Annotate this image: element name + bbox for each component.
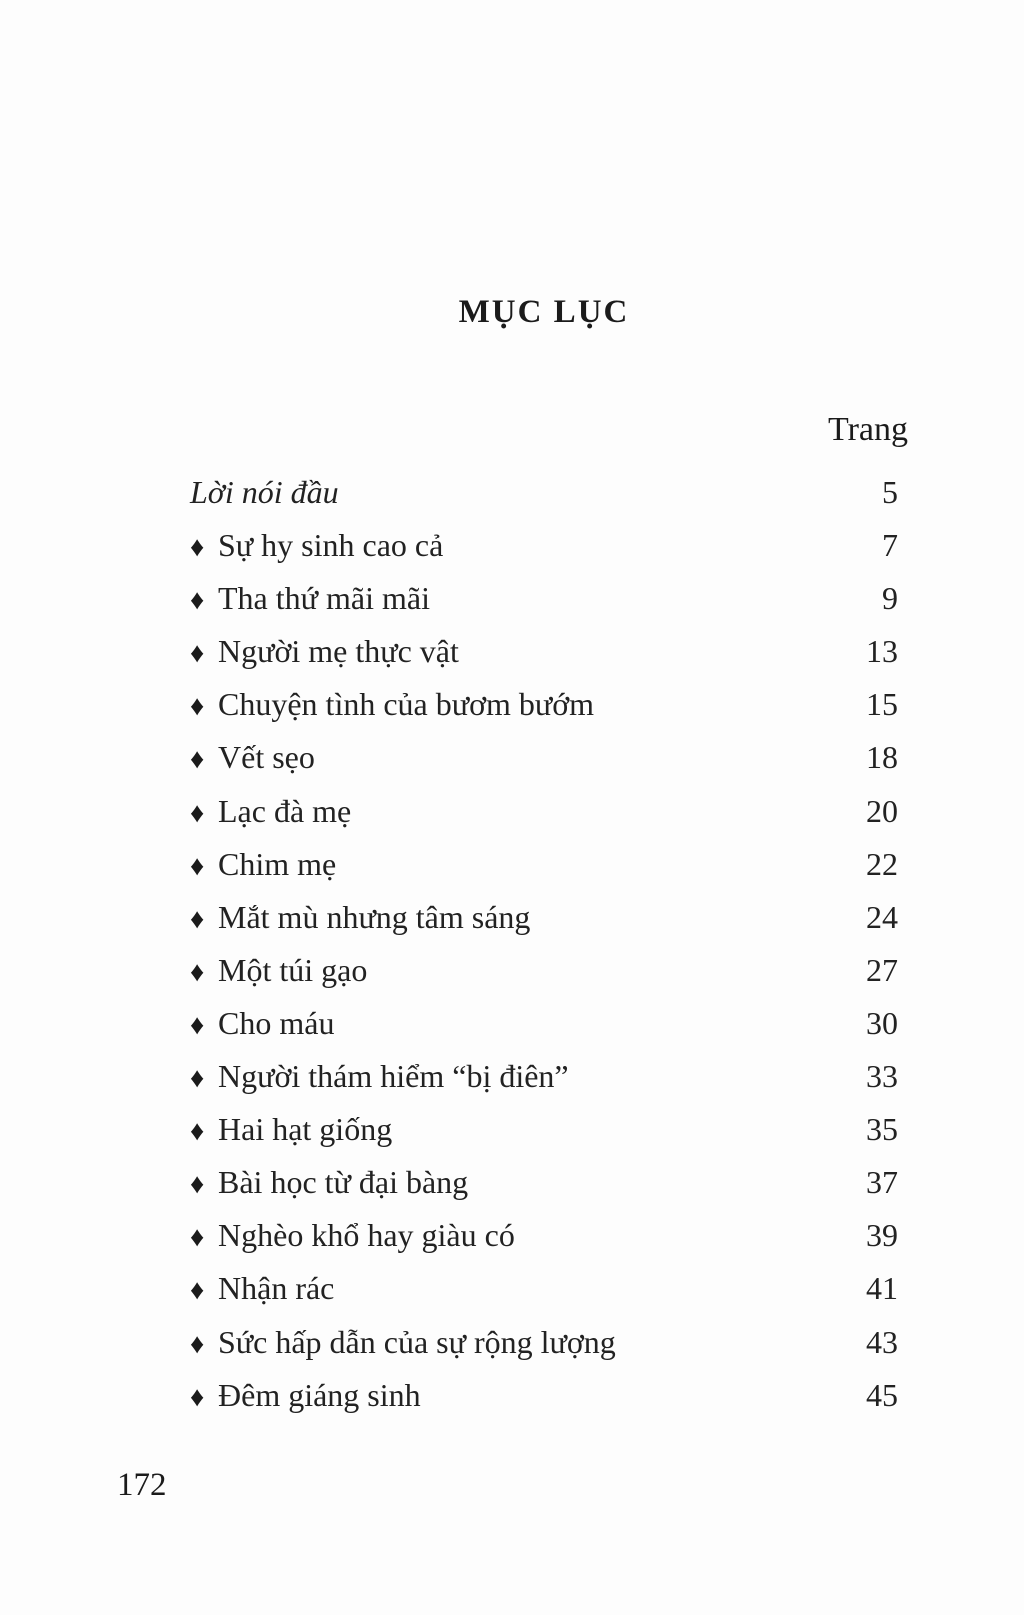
- diamond-bullet-icon: ♦: [190, 956, 205, 988]
- diamond-bullet-icon: ♦: [190, 1116, 205, 1148]
- toc-list: [190, 466, 898, 1422]
- toc-entry-page: 9: [882, 580, 898, 617]
- toc-entry-label-wrap: [190, 519, 443, 574]
- toc-entry: [190, 1050, 898, 1103]
- toc-entry-page: 13: [866, 633, 898, 670]
- toc-entry: [190, 466, 898, 519]
- toc-entry-page: 30: [866, 1004, 898, 1041]
- toc-entry-label-wrap: [190, 1262, 334, 1317]
- diamond-bullet-icon: ♦: [190, 585, 205, 617]
- toc-entry-label-wrap: [190, 1050, 569, 1105]
- toc-entry-page: 15: [866, 686, 898, 723]
- diamond-bullet-icon: ♦: [190, 850, 205, 882]
- page-number-folio: 172: [117, 1467, 167, 1503]
- page-title: MỤC LỤC: [458, 294, 630, 330]
- toc-entry-title: Nhận rác: [218, 1270, 335, 1307]
- toc-entry-title: Một túi gạo: [218, 951, 368, 988]
- toc-entry: [190, 1262, 898, 1315]
- diamond-bullet-icon: ♦: [190, 691, 205, 723]
- diamond-bullet-icon: ♦: [190, 1328, 205, 1360]
- diamond-bullet-icon: ♦: [190, 532, 205, 564]
- toc-entry-label-wrap: [190, 785, 351, 840]
- toc-entry-label-wrap: [190, 997, 334, 1052]
- toc-entry: [190, 1209, 898, 1262]
- toc-entry-label-wrap: [190, 1103, 392, 1158]
- toc-entry: [190, 944, 898, 997]
- toc-entry-title: Người thám hiểm “bị điên”: [218, 1058, 569, 1095]
- toc-entry-label-wrap: [190, 891, 530, 946]
- diamond-bullet-icon: ♦: [190, 638, 205, 670]
- diamond-bullet-icon: ♦: [190, 1381, 205, 1413]
- toc-entry-title: Chim mẹ: [218, 845, 337, 882]
- toc-entry-title: Cho máu: [218, 1004, 335, 1041]
- toc-entry-title: Chuyện tình của bươm bướm: [218, 686, 595, 723]
- diamond-bullet-icon: ♦: [190, 1222, 205, 1254]
- toc-entry-page: 37: [866, 1164, 898, 1201]
- toc-entry-page: 43: [866, 1323, 898, 1360]
- toc-entry: [190, 625, 898, 678]
- toc-entry-label-wrap: [190, 838, 336, 893]
- toc-entry: [190, 785, 898, 838]
- toc-entry: [190, 891, 898, 944]
- toc-entry: [190, 678, 898, 731]
- toc-entry-title: Mắt mù nhưng tâm sáng: [218, 898, 531, 935]
- toc-entry-title: Nghèo khổ hay giàu có: [218, 1217, 515, 1254]
- toc-entry-page: 35: [866, 1111, 898, 1148]
- toc-entry-label-wrap: [190, 731, 315, 786]
- toc-entry-page: 41: [866, 1270, 898, 1307]
- toc-entry-title: Lạc đà mẹ: [218, 792, 352, 829]
- toc-entry-title: Đêm giáng sinh: [218, 1376, 421, 1413]
- toc-entry-page: 39: [866, 1217, 898, 1254]
- toc-entry-page: 45: [866, 1376, 898, 1413]
- toc-entry-page: 18: [866, 739, 898, 776]
- toc-entry-page: 5: [882, 474, 898, 510]
- diamond-bullet-icon: ♦: [190, 1275, 205, 1307]
- toc-entry-label-wrap: [190, 466, 339, 519]
- toc-entry-page: 33: [866, 1058, 898, 1095]
- diamond-bullet-icon: ♦: [190, 744, 205, 776]
- toc-entry: [190, 572, 898, 625]
- toc-entry: [190, 838, 898, 891]
- toc-entry: [190, 1369, 898, 1422]
- toc-entry-title: Hai hạt giống: [218, 1111, 393, 1148]
- toc-entry-page: 24: [866, 898, 898, 935]
- toc-entry-label-wrap: [190, 1369, 421, 1424]
- toc-entry-label-wrap: [190, 944, 367, 999]
- toc-entry-page: 22: [866, 845, 898, 882]
- column-header-trang: Trang: [828, 411, 908, 448]
- diamond-bullet-icon: ♦: [190, 797, 205, 829]
- diamond-bullet-icon: ♦: [190, 1169, 205, 1201]
- toc-entry-page: 27: [866, 951, 898, 988]
- toc-entry-title: Bài học từ đại bàng: [218, 1164, 469, 1201]
- toc-entry-label-wrap: [190, 678, 594, 733]
- toc-entry-title: Vết sẹo: [218, 739, 315, 776]
- toc-entry-page: 7: [882, 527, 898, 564]
- toc-entry-label-wrap: [190, 1209, 515, 1264]
- diamond-bullet-icon: ♦: [190, 1009, 205, 1041]
- toc-entry-label-wrap: [190, 572, 430, 627]
- toc-entry-page: 20: [866, 792, 898, 829]
- diamond-bullet-icon: ♦: [190, 903, 205, 935]
- toc-entry: [190, 731, 898, 784]
- toc-entry-label-wrap: [190, 625, 459, 680]
- toc-entry: [190, 997, 898, 1050]
- toc-entry-title: Lời nói đầu: [190, 474, 339, 510]
- toc-entry-title: Sự hy sinh cao cả: [218, 527, 444, 564]
- toc-entry: [190, 519, 898, 572]
- toc-entry-label-wrap: [190, 1316, 616, 1371]
- toc-entry-label-wrap: [190, 1156, 468, 1211]
- toc-entry: [190, 1103, 898, 1156]
- toc-entry: [190, 1316, 898, 1369]
- toc-entry-title: Người mẹ thực vật: [218, 633, 459, 670]
- diamond-bullet-icon: ♦: [190, 1063, 205, 1095]
- toc-entry-title: Tha thứ mãi mãi: [218, 580, 430, 617]
- toc-entry: [190, 1156, 898, 1209]
- toc-entry-title: Sức hấp dẫn của sự rộng lượng: [218, 1323, 616, 1360]
